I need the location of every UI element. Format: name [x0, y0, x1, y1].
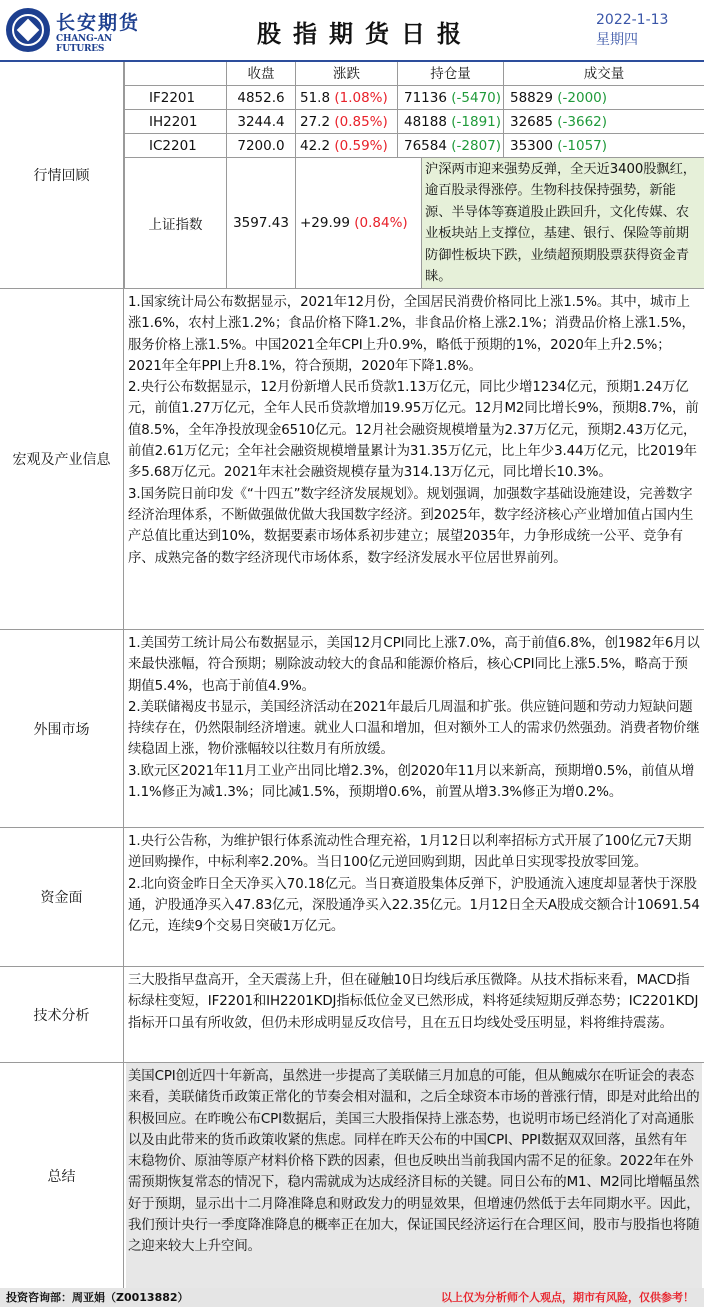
- sh-index-close: 3597.43: [226, 158, 295, 288]
- report-footer: [0, 1288, 704, 1307]
- overseas-text: 1.美国劳工统计局公布数据显示，美国12月CPI同比上涨7.0%，高于前值6.8%，创1982年6月以来最快涨幅，符合预期；剔除波动较大的食品和能源价格后，核心CPI同比上涨5.5%，略高于预期值5.4%，也高于前值4.9%。 2.美联储褐皮书显示，美国经济活动在2021年最后几周温和扩张。供应链问题和劳动力短缺问题持续存在，仍然限制经济增速。就业人口温和增加，但对额外工人的需求仍然强劲。消费者物价继续稳固上涨，物价涨幅较以往数月有所放缓。 3.欧元区2021年11月工业产出同比增2.3%，创2020年11月以来新高，预期增0.5%，前值从增1.1%修正为减1.3%；同比减1.5%，预期增0.6%，前置从增3.3%修正为增0.2%。: [128, 636, 700, 801]
- close-price: 7200.0: [226, 134, 295, 158]
- section-label: 总结: [0, 1063, 124, 1288]
- sh-index-name: 上证指数: [124, 158, 226, 288]
- report-header: [0, 0, 704, 62]
- table-row: [124, 86, 704, 110]
- contract-name: IH2201: [124, 110, 226, 134]
- price-change: 51.8 (1.08%): [295, 86, 397, 110]
- sh-index-change: +29.99 (0.84%): [295, 158, 421, 288]
- volume: 35300 (-1057): [503, 134, 704, 158]
- funds-section: [0, 828, 704, 967]
- market-review-section: [0, 62, 704, 289]
- logo-name-en: CHANG-AN FUTURES: [56, 34, 113, 54]
- report-date-block: [596, 10, 668, 50]
- table-row: [124, 134, 704, 158]
- footer-analyst: 投资咨询部：周亚娟（Z0013882）: [6, 1291, 189, 1304]
- volume: 32685 (-3662): [503, 110, 704, 134]
- report-date: 2022-1-13: [596, 12, 669, 28]
- volume: 58829 (-2000): [503, 86, 704, 110]
- funds-text: 1.央行公告称，为维护银行体系流动性合理充裕，1月12日以利率招标方式开展了100亿元7天期逆回购操作，中标利率2.20%。当日100亿元逆回购到期，因此单日实现零投放零回笼。 2.北向资金昨日全天净买入70.18亿元。当日赛道股集体反弹下，沪股通流入速度却显著快于深股通，沪股通净买入47.83亿元，深股通净买入22.35亿元。1月12日全天A股成交额合计10691.54亿元，连续9个交易日突破1万亿元。: [128, 834, 700, 935]
- overseas-section: [0, 630, 704, 828]
- macro-text: 1.国家统计局公布数据显示，2021年12月份，全国居民消费价格同比上涨1.5%。其中，城市上涨1.6%，农村上涨1.2%；食品价格下降1.2%，非食品价格上涨2.1%；消费品价格上涨1.5%，服务价格上涨1.5%。中国2021全年CPI上升0.9%，略低于预期的1%，2020年上升2.5%；2021年全年PPI上升8.1%，符合预期，2020年下降1.8%。 2.央行公布数据显示，12月份新增人民币贷款1.13万亿元，同比少增1234亿元，预期1.24万亿元，前值1.27万亿元，全年人民币贷款增加19.95万亿元。12月M2同比增长9%，预期8.7%，前值8.5%，全年净投放现金6510亿元。12月社会融资规模增量为2.37万亿元，预期2.43万亿元，前值2.61万亿元；全年社会融资规模增量累计为31.35万亿元，比上年少3.44万亿元，比2019年多5.68万亿元。2021年末社会融资规模存量为314.13万亿元，同比增长10.3%。 3.国务院日前印发《“十四五”数字经济发展规划》。规划强调，加强数字基础设施建设，完善数字经济治理体系，不断做强做优做大我国数字经济。到2025年，数字经济核心产业增加值占国内生产总值比重达到10%，数据要素市场体系初步建立；展望2035年，力争形成统一公平、竞争有序、成熟完备的数字经济现代市场体系，数字经济发展水平位居世界前列。: [128, 295, 699, 566]
- section-label: 行情回顾: [0, 62, 124, 288]
- price-change: 42.2 (0.59%): [295, 134, 397, 158]
- macro-section: [0, 289, 704, 630]
- market-comment: 沪深两市迎来强势反弹，全天近3400股飘红，逾百股录得涨停。生物科技保持强势，新能源、半导体等赛道股止跌回升，文化传媒、农业板块站上支撑位，基建、银行、保险等前期防御性板块下跌，业绩超预期股票获得资金青睐。: [421, 158, 704, 288]
- technical-text: 三大股指早盘高开，全天震荡上升，但在碰触10日均线后承压微降。从技术指标来看，MACD指标绿柱变短，IF2201和IH2201KDJ指标低位金叉已然形成，料将延续短期反弹态势；IC2201KDJ指标开口虽有所收敛，但仍未形成明显反攻信号，且在五日均线处受压明显，料将维持震荡。: [128, 973, 699, 1031]
- table-row: [124, 110, 704, 134]
- price-change: 27.2 (0.85%): [295, 110, 397, 134]
- logo-name-cn: 长安期货: [56, 12, 141, 34]
- summary-section: [0, 1063, 704, 1288]
- close-price: 4852.6: [226, 86, 295, 110]
- header-cell-oi: 持仓量: [397, 62, 503, 86]
- open-interest: 71136 (-5470): [397, 86, 503, 110]
- section-label: 外围市场: [0, 630, 124, 827]
- header-cell-blank: [124, 62, 226, 86]
- header-cell-volume: 成交量: [503, 62, 704, 86]
- summary-text: 美国CPI创近四十年新高，虽然进一步提高了美联储三月加息的可能，但从鲍威尔在听证会的表态来看，美联储货币政策正常化的节奏会相对温和，之后全球资本市场的普涨行情，即是对此给出的积极回应。在昨晚公布CPI数据后，美国三大股指保持上涨态势，也说明市场已经消化了对高通胀以及由此带来的货币政策收紧的焦虑。同样在昨天公布的中国CPI、PPI数据双双回落，虽然有年末稳物价、原油等原产材料价格下跌的因素，但也反映出当前我国内需不足的征象。2022年在外需预期恢复常态的情况下，稳内需就成为达成经济目标的关键。同日公布的M1、M2同比增幅虽然好于预期，显示出十二月降准降息和财政发力的明显效果，但增速仍然低于去年同期水平。因此，我们预计央行一季度降准降息的概率正在加大，保证国民经济运行在合理区间，股市与股指也将随之迎来较大上升空间。: [126, 1063, 702, 1288]
- close-price: 3244.4: [226, 110, 295, 134]
- open-interest: 48188 (-1891): [397, 110, 503, 134]
- company-logo: [6, 8, 146, 52]
- contract-name: IC2201: [124, 134, 226, 158]
- logo-emblem-icon: [6, 8, 50, 52]
- section-label: 宏观及产业信息: [0, 289, 124, 629]
- header-cell-change: 涨跌: [295, 62, 397, 86]
- report-title: 股指期货日报: [257, 20, 473, 48]
- section-label: 资金面: [0, 828, 124, 966]
- section-label: 技术分析: [0, 967, 124, 1062]
- market-header-row: [124, 62, 704, 86]
- header-cell-close: 收盘: [226, 62, 295, 86]
- technical-section: [0, 967, 704, 1063]
- sh-index-row: [124, 158, 704, 288]
- contract-name: IF2201: [124, 86, 226, 110]
- report-weekday: 星期四: [596, 32, 638, 48]
- footer-disclaimer: 以上仅为分析师个人观点，期市有风险，仅供参考！: [441, 1291, 694, 1304]
- open-interest: 76584 (-2807): [397, 134, 503, 158]
